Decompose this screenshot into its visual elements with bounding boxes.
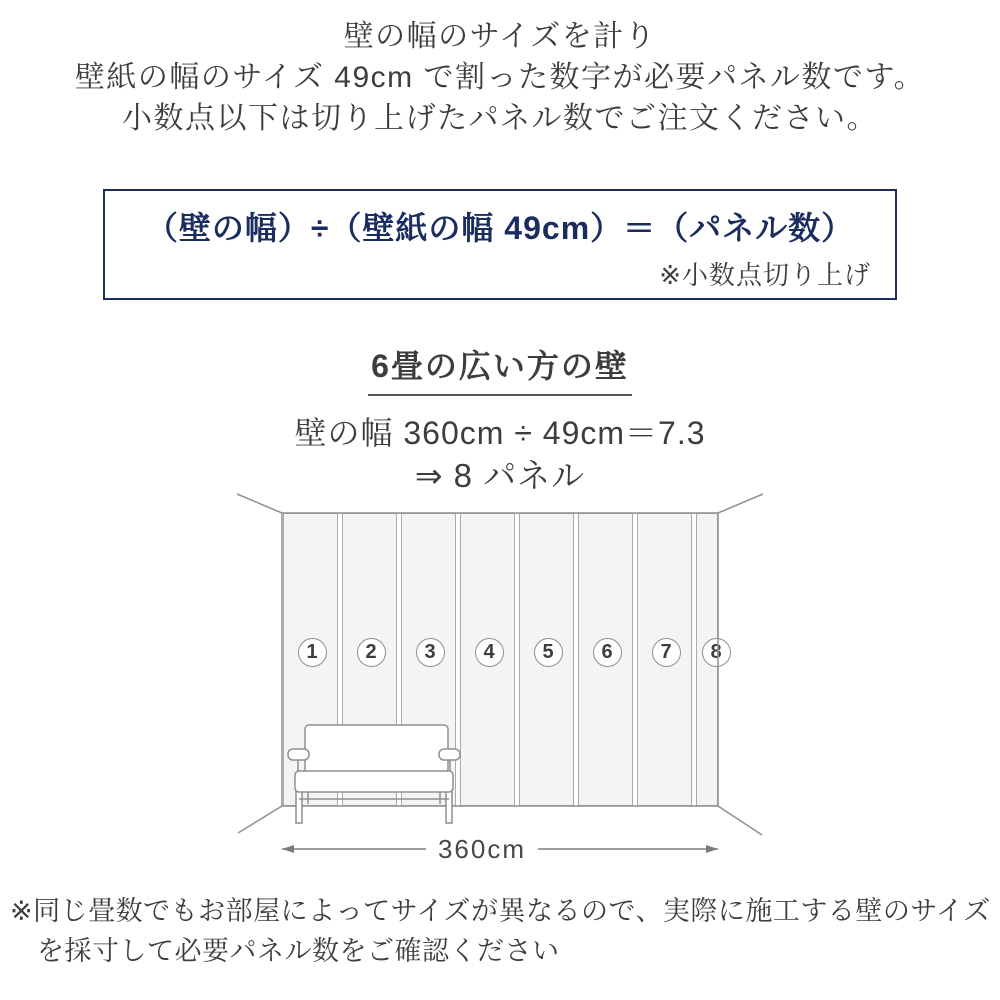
panel-number-badge: 2 <box>357 638 386 667</box>
arrowhead-left-icon <box>282 845 294 853</box>
formula-box <box>103 189 897 300</box>
panel-number-badge: 4 <box>475 638 504 667</box>
bench-armrest-right <box>439 749 460 760</box>
example-heading: 6畳の広い方の壁 <box>368 341 632 396</box>
corner-line-bottom-left <box>238 806 282 833</box>
corner-line-top-left <box>237 494 282 513</box>
footnote-line-2: を採寸して必要パネル数をご確認ください <box>37 936 560 966</box>
bench-leg-left <box>296 790 302 823</box>
panel-count-formula: （壁の幅）÷（壁紙の幅 49cm）＝（パネル数） <box>145 210 855 246</box>
footnote-line-1: ※同じ畳数でもお部屋によってサイズが異なるので、実際に施工する壁のサイズ <box>10 896 991 926</box>
panel-number-badge: 6 <box>593 638 622 667</box>
bench-armrest-left <box>288 749 309 760</box>
example-heading-wrap <box>0 341 1000 396</box>
wall-width-label: 360cm <box>437 834 527 864</box>
intro-line-1: 壁の幅のサイズを計り <box>343 20 657 53</box>
example-result: ⇒ 8 パネル <box>414 457 586 494</box>
panel-number-badge: 5 <box>534 638 563 667</box>
panel-number-badge: 1 <box>298 638 327 667</box>
bench-illustration <box>288 725 460 823</box>
bench-seat <box>295 771 453 792</box>
panel-number-badge: 7 <box>652 638 681 667</box>
panel-number-badge: 3 <box>416 638 445 667</box>
intro-line-3: 小数点以下は切り上げたパネル数でご注文ください。 <box>122 102 878 135</box>
wall-diagram <box>220 478 780 878</box>
room-outline-drawing <box>220 478 780 878</box>
example-calculation: 壁の幅 360cm ÷ 49cm＝7.3 <box>294 415 706 451</box>
corner-line-top-right <box>718 494 763 513</box>
intro-line-2: 壁紙の幅のサイズ 49cm で割った数字が必要パネル数です。 <box>74 61 926 94</box>
footnote <box>10 891 991 971</box>
bench-backrest <box>305 725 448 773</box>
panel-number-badge: 8 <box>702 638 731 667</box>
rounding-note: ※小数点切り上げ <box>659 260 871 290</box>
intro-text <box>0 16 1000 139</box>
bench-leg-right <box>446 790 452 823</box>
arrowhead-right-icon <box>706 845 718 853</box>
wall-width-dimension <box>282 834 718 864</box>
corner-line-bottom-right <box>718 806 762 835</box>
